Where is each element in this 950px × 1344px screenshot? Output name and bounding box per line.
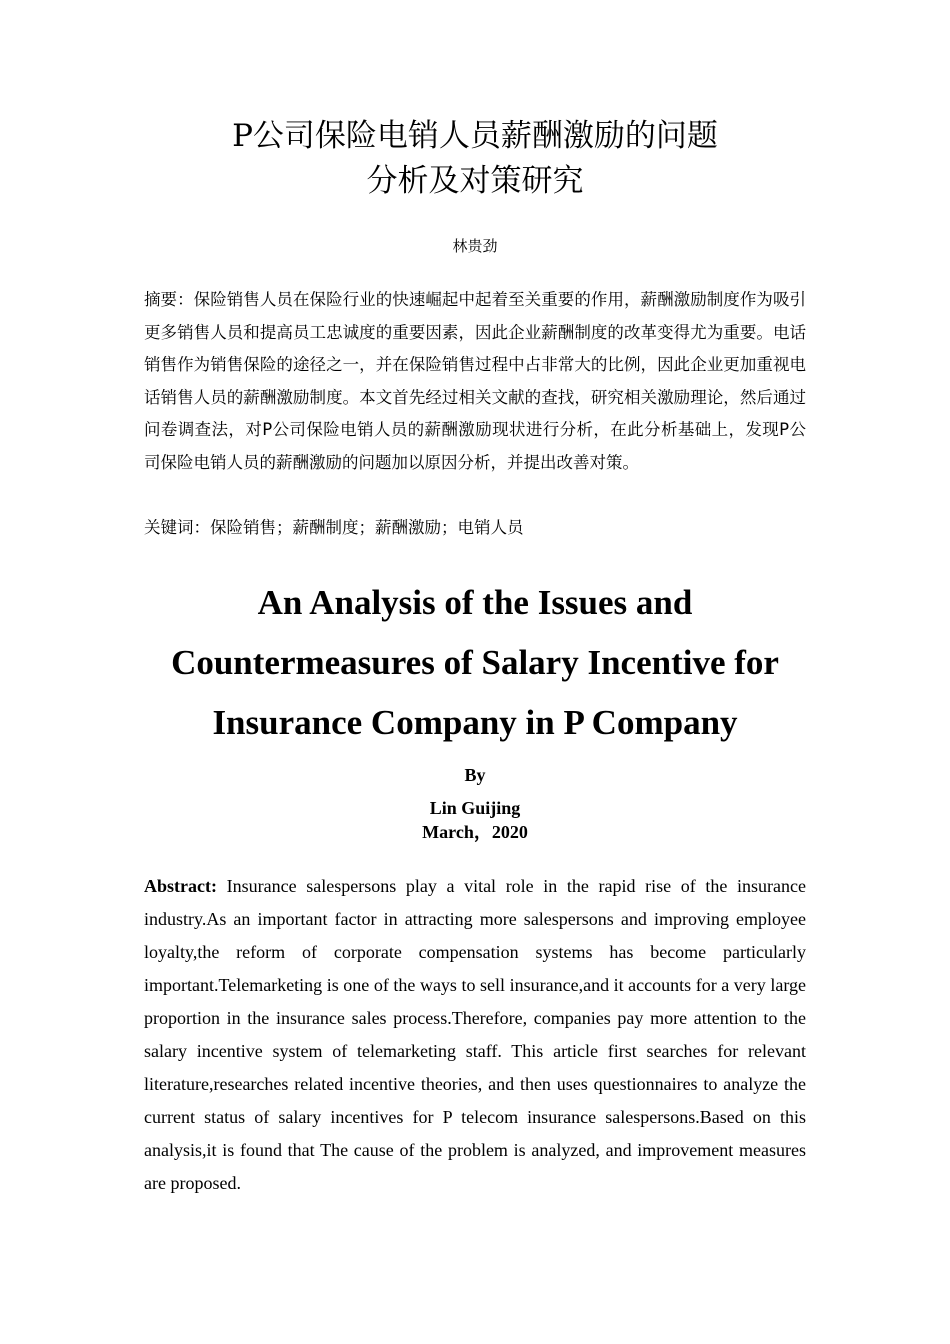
english-author: Lin Guijing — [429, 798, 521, 818]
english-title-line-3: Insurance Company in P Company — [212, 703, 738, 742]
english-title-line-1: An Analysis of the Issues and — [257, 583, 693, 622]
chinese-title — [0, 114, 950, 204]
english-abstract — [144, 870, 806, 1200]
english-by-line: By — [464, 765, 486, 785]
chinese-keywords-label: 关键词： — [144, 518, 210, 537]
chinese-abstract-text: 保险销售人员在保险行业的快速崛起中起着至关重要的作用，薪酬激励制度作为吸引更多销售人员和提高员工忠诚度的重要因素，因此企业薪酬制度的改革变得尤为重要。电话销售作为销售保险的途径之一，并在保险销售过程中占非常大的比例，因此企业更加重视电话销售人员的薪酬激励制度。本文首先经过相关文献的查找，研究相关激励理论，然后通过问卷调查法，对P公司保险电销人员的薪酬激励现状进行分析，在此分析基础上，发现P公司保险电销人员的薪酬激励的问题加以原因分析，并提出改善对策。 — [144, 290, 807, 472]
english-title — [0, 573, 950, 753]
chinese-title-line-2: 分析及对策研究 — [366, 163, 584, 199]
chinese-author: 林贵劲 — [452, 237, 498, 255]
chinese-abstract — [144, 284, 806, 479]
english-title-line-2: Countermeasures of Salary Incentive for — [171, 643, 779, 682]
english-abstract-text: Insurance salespersons play a vital role in the rapid rise of the insurance industry.As an important factor in attracting more salespersons and improving employee loyalty,the reform of corporate compensation systems has become particularly important.Telemarketing is one of the ways to sell insurance,and it accounts for a very large proportion in the insurance sales process.Therefore, companies pay more attention to the salary incentive system of telemarketing staff. This article first searches for relevant literature,researches related incentive theories, and then uses questionnaires to analyze the current status of salary incentives for P telecom insurance salespersons.Based on this analysis,it is found that The cause of the problem is analyzed, and improvement measures are proposed. — [144, 876, 806, 1193]
english-abstract-label: Abstract: — [144, 876, 217, 896]
chinese-abstract-label: 摘要： — [144, 290, 194, 309]
chinese-title-line-1: P公司保险电销人员薪酬激励的问题 — [232, 118, 718, 154]
english-date: March，2020 — [422, 822, 528, 842]
chinese-keywords-text: 保险销售；薪酬制度；薪酬激励；电销人员 — [210, 518, 524, 537]
chinese-keywords — [144, 513, 806, 543]
